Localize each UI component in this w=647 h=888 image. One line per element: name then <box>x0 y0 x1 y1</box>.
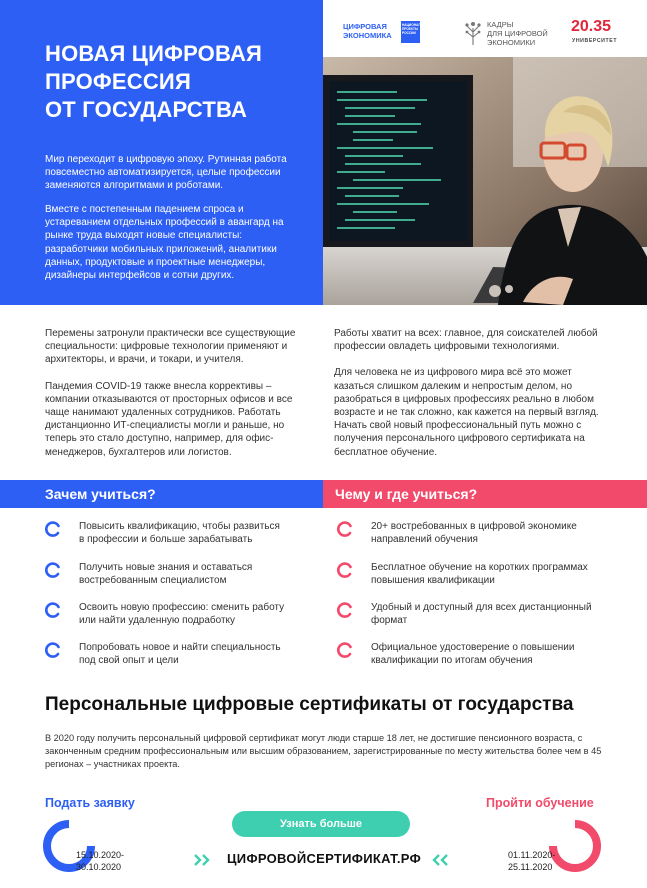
pink-arc-icon <box>337 642 353 658</box>
website-link-text: ЦИФРОВОЙСЕРТИФИКАТ.РФ <box>227 851 422 866</box>
university-number: 20.35 <box>571 18 612 35</box>
where-item-text: Бесплатное обучение на коротких программах повышения квалификации <box>371 562 588 586</box>
where-item-3 <box>337 601 617 627</box>
why-item-text: Освоить новую профессию: сменить работу или найти удаленную подработку <box>79 602 285 626</box>
blue-arc-icon <box>45 562 61 578</box>
blue-arc-icon <box>45 642 61 658</box>
why-item-1 <box>45 520 285 546</box>
where-item-text: 20+ востребованных в цифровой экономике направлений обучения <box>371 521 577 545</box>
page-title: НОВАЯ ЦИФРОВАЯ ПРОФЕССИЯ ОТ ГОСУДАРСТВА <box>45 41 263 122</box>
certificates-heading: Персональные цифровые сертификаты от государства <box>45 694 574 715</box>
where-item-4 <box>337 641 617 667</box>
blue-arc-icon <box>45 602 61 618</box>
learn-more-button[interactable]: Узнать больше <box>232 811 410 837</box>
intro-left-p1: Перемены затронули практически все существующие специальности: цифровые технологии применяют и архитекторы, и врачи, и токари, и учителя. <box>45 328 296 366</box>
national-projects-text: НАЦИОНАЛЬНЫЕ ПРОЕКТЫ РОССИИ <box>402 23 431 35</box>
hero-paragraph-2: Вместе с постепенным падением спроса и устареванием отдельных профессий в авангард на рынке труда выходят новые специалисты: разработчики мобильных приложений, аналитики данных, продуктовые и проектные менеджеры, дизайнеры интерфейсов и сотни других. <box>45 204 284 282</box>
apply-dates: 15.10.2020- 30.10.2020 <box>76 850 125 872</box>
pink-arc-icon <box>337 562 353 578</box>
kadry-tree-icon <box>463 18 483 46</box>
where-item-text: Удобный и доступный для всех дистанционный формат <box>371 602 592 626</box>
pink-arc-icon <box>337 602 353 618</box>
intro-left-column <box>45 327 300 459</box>
woman-at-computer-illustration <box>323 57 647 305</box>
university-label: УНИВЕРСИТЕТ <box>572 38 618 44</box>
where-item-2 <box>337 561 617 587</box>
where-section-header: Чему и где учиться? <box>323 480 647 508</box>
why-item-text: Получить новые знания и оставаться востребованным специалистом <box>79 562 253 586</box>
intro-right-column <box>334 327 602 459</box>
blue-arc-icon <box>45 521 61 537</box>
why-item-text: Попробовать новое и найти специальность под свой опыт и цели <box>79 642 281 666</box>
pink-arc-icon <box>337 521 353 537</box>
kadry-logo-text: КАДРЫ ДЛЯ ЦИФРОВОЙ ЭКОНОМИКИ <box>487 20 548 47</box>
kadry-logo <box>463 18 563 50</box>
digital-economy-logo <box>343 18 453 50</box>
why-item-2 <box>45 561 285 587</box>
where-item-1 <box>337 520 617 546</box>
why-section-header: Зачем учиться? <box>0 480 323 508</box>
digital-economy-logo-text: ЦИФРОВАЯ ЭКОНОМИКА <box>343 22 392 40</box>
intro-right-p1: Работы хватит на всех: главное, для соискателей любой профессии овладеть цифровыми технологиями. <box>334 328 598 353</box>
chevrons-right-icon <box>194 854 216 866</box>
learn-dates: 01.11.2020- 25.11.2020 <box>508 850 556 872</box>
university-logo <box>571 18 631 50</box>
hero-photo <box>323 57 647 305</box>
hero-paragraph-1: Мир переходит в цифровую эпоху. Рутинная работа повсеместно автоматизируется, целые профессии заменяются алгоритмами и роботами. <box>45 154 287 192</box>
why-item-4 <box>45 641 285 667</box>
chevrons-left-icon <box>426 854 448 866</box>
learn-title: Пройти обучение <box>486 796 594 810</box>
why-item-3 <box>45 601 285 627</box>
where-item-text: Официальное удостоверение о повышении квалификации по итогам обучения <box>371 642 575 666</box>
certificates-text: В 2020 году получить персональный цифровой сертификат могут люди старше 18 лет, не достигшие пенсионного возраста, с законченным средним профессиональным или высшим образованием, зарегистрированные по месту жительства более чем в 45 регионах – участниках проекта. <box>45 733 602 769</box>
intro-left-p2: Пандемия COVID-19 также внесла коррективы – компании отказываются от просторных офисов и все чаще нанимают удаленных сотрудников. Работать дистанционно ИТ-специалисты могли и раньше, но теперь это стало доступно, например, для офис-менеджеров, бухгалтеров или логистов. <box>45 380 293 458</box>
intro-right-p2: Для человека не из цифрового мира всё это может казаться слишком далеким и непростым делом, но разобраться в цифровых профессиях реально в любом возрасте и не так сложно, как кажется на первый взгляд. Начать свой новый профессиональный путь можно с получения персонального цифрового сертификата на бесплатное обучение. <box>334 367 599 458</box>
why-item-text: Повысить квалификацию, чтобы развиться в профессии и больше зарабатывать <box>79 521 280 545</box>
website-link[interactable] <box>180 851 462 869</box>
learn-progress-ring <box>547 818 603 874</box>
national-projects-badge <box>401 21 431 43</box>
apply-title: Подать заявку <box>45 796 135 810</box>
